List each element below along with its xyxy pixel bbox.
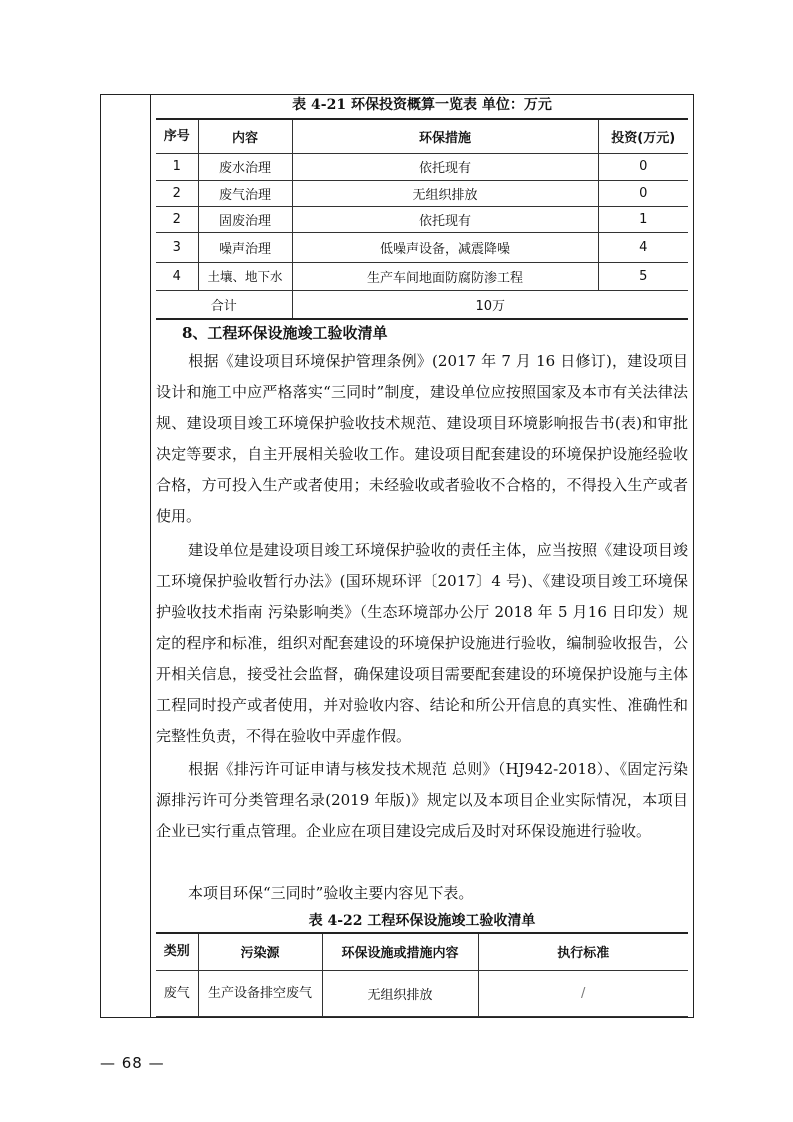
table-cell: 5 — [598, 262, 688, 290]
table-row — [156, 153, 688, 180]
environmental-investment-table — [156, 118, 688, 320]
paragraph — [156, 878, 688, 909]
table-cell: 0 — [598, 180, 688, 206]
table-4-22-caption: 表 4-22 工程环保设施竣工验收清单 — [308, 913, 536, 929]
paragraph — [156, 346, 688, 532]
table-cell: 0 — [598, 153, 688, 180]
paragraph-text: 根据《建设项目环境保护管理条例》(2017 年 7 月 16 日修订)，建设项目设计和施工中应严格落实“三同时”制度，建设单位应按照国家及本市有关法律法规、建设项目竣工环境保护验收技术规范、建设项目环境影响报告书(表)和审批决定等要求，自主开展相关验收工作。建设项目配套建设的环境保护设施经验收合格，方可投入生产或者使用；未经验收或者验收不合格的，不得投入生产或者使用。 — [156, 352, 688, 525]
header-cell: 类别 — [156, 933, 198, 970]
table-header-row — [156, 933, 688, 970]
header-cell: 内容 — [198, 119, 292, 153]
paragraph-text: 本项目环保“三同时”验收主要内容见下表。 — [188, 884, 474, 902]
left-column-divider — [150, 94, 151, 1018]
section-heading: 8、工程环保设施竣工验收清单 — [182, 324, 388, 342]
header-cell: 环保措施 — [292, 119, 598, 153]
acceptance-checklist-table — [156, 932, 688, 1017]
header-cell: 执行标准 — [478, 933, 688, 970]
header-cell: 投资(万元) — [598, 119, 688, 153]
table-row — [156, 232, 688, 262]
table-row — [156, 180, 688, 206]
header-cell: 污染源 — [198, 933, 322, 970]
header-cell: 序号 — [156, 119, 198, 153]
table-cell: 固废治理 — [198, 206, 292, 232]
table-cell: 噪声治理 — [198, 232, 292, 262]
table-row — [156, 206, 688, 232]
table-row — [156, 262, 688, 290]
paragraph — [156, 754, 688, 847]
table-cell: 废气 — [156, 970, 198, 1016]
table-cell: 2 — [156, 180, 198, 206]
total-label: 合计 — [156, 290, 292, 319]
table-cell: 废气治理 — [198, 180, 292, 206]
table-4-21-caption: 表 4-21 环保投资概算一览表 单位：万元 — [292, 97, 552, 113]
table-cell: 3 — [156, 232, 198, 262]
table-cell: 4 — [598, 232, 688, 262]
table-cell: 土壤、地下水 — [198, 262, 292, 290]
table-cell: 无组织排放 — [322, 970, 478, 1016]
table-cell: 2 — [156, 206, 198, 232]
table-total-row — [156, 290, 688, 319]
table-cell: / — [478, 970, 688, 1016]
table-cell: 依托现有 — [292, 206, 598, 232]
page-number: — 68 — — [100, 1054, 165, 1072]
table-cell: 1 — [156, 153, 198, 180]
table-cell: 低噪声设备，减震降噪 — [292, 232, 598, 262]
table-header-row — [156, 119, 688, 153]
total-value: 10万 — [292, 290, 688, 319]
paragraph-text: 根据《排污许可证申请与核发技术规范 总则》（HJ942-2018）、《固定污染源排污许可分类管理名录(2019 年版)》规定以及本项目企业实际情况，本项目企业已实行重点管理。企业应在项目建设完成后及时对环保设施进行验收。 — [156, 760, 688, 840]
table-row — [156, 970, 688, 1016]
table-cell: 1 — [598, 206, 688, 232]
paragraph-text: 建设单位是建设项目竣工环境保护验收的责任主体，应当按照《建设项目竣工环境保护验收暂行办法》(国环规环评〔2017〕4 号)、《建设项目竣工环境保护验收技术指南 污染影响类》（生态环境部办公厅 2018 年 5 月16 日印发）规定的程序和标准，组织对配套建设的环境保护设施进行验收，编制验收报告，公开相关信息，接受社会监督，确保建设项目需要配套建设的环境保护设施与主体工程同时投产或者使用，并对验收内容、结论和所公开信息的真实性、准确性和完整性负责，不得在验收中弄虚作假。 — [156, 541, 688, 745]
table-cell: 生产车间地面防腐防渗工程 — [292, 262, 598, 290]
table-cell: 废水治理 — [198, 153, 292, 180]
paragraph — [156, 535, 688, 752]
table-cell: 无组织排放 — [292, 180, 598, 206]
table-cell: 依托现有 — [292, 153, 598, 180]
header-cell: 环保设施或措施内容 — [322, 933, 478, 970]
table-cell: 生产设备排空废气 — [198, 970, 322, 1016]
table-cell: 4 — [156, 262, 198, 290]
